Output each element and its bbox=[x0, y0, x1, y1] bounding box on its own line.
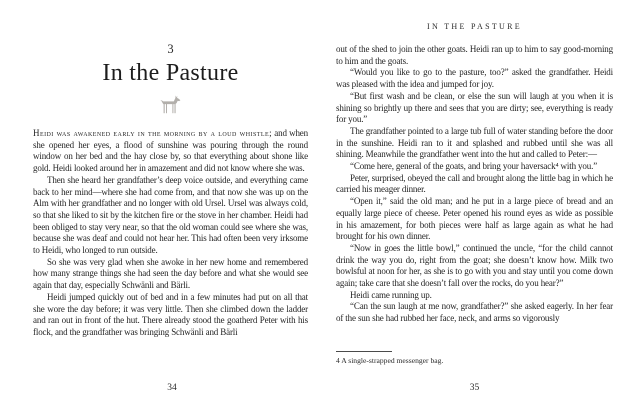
paragraph: “Can the sun laugh at me now, grandfather?” she asked eagerly. In her fear of the sun she had rubbed her face, neck, and arms so vigorously bbox=[336, 301, 613, 324]
page-number: 35 bbox=[469, 383, 480, 393]
chapter-ornament bbox=[33, 95, 308, 115]
footnote-rule bbox=[336, 351, 392, 352]
paragraph: Then she heard her grandfather’s deep voice outside, and everything came back to her mind—where she had come from, and that now she was up on the Alm with her grandfather and no longer with old Ursel. Ursel was always cold, so that she liked to sit by the kitchen fire or the stove in her chamber. Heidi had been obliged to stay very near, so that the old woman could see where she was, because she was deaf and could not hear her. This had often been very irksome to Heidi, who longed to run outside. bbox=[33, 174, 308, 256]
paragraph: “Would you like to go to the pasture, too?” asked the grandfather. Heidi was pleased with the idea and jumped for joy. bbox=[336, 67, 613, 90]
left-page-body bbox=[33, 128, 308, 339]
paragraph: The grandfather pointed to a large tub full of water standing before the door in the sunshine. Heidi ran to it and splashed and rubbed until she was all shining. Meanwhile the grandfather went into the hut and called to Peter:— bbox=[336, 125, 613, 160]
footnote-text: 4 A single-strapped messenger bag. bbox=[336, 356, 444, 365]
left-page-column bbox=[0, 42, 320, 339]
paragraph: out of the shed to join the other goats. Heidi ran up to him to say good-morning to him and the goats. bbox=[336, 44, 613, 66]
paragraph: “Come here, general of the goats, and bring your haversack⁴ with you.” bbox=[350, 161, 598, 172]
paragraph: Heidi jumped quickly out of bed and in a few minutes had put on all that she wore the day before; it was very little. Then she climbed down the ladder and ran out in front of the hut. There already stood the goatherd Peter with his flock, and the grandfather was bringing Schwänli and Bärli bbox=[33, 291, 308, 337]
right-page-column bbox=[320, 22, 640, 325]
right-page-body bbox=[336, 44, 613, 325]
footnote bbox=[336, 351, 613, 365]
small-caps-lead: Heidi was awakened early in the morning by a loud whistle; bbox=[33, 128, 273, 138]
paragraph: Heidi came running up. bbox=[350, 289, 432, 300]
paragraph: “Open it,” said the old man; and he put in a large piece of bread and an equally large piece of cheese. Peter opened his round eyes as wide as possible in his amazement, for both pieces were half as large again as what he had brought for his own dinner. bbox=[336, 196, 613, 242]
paragraph: Peter, surprised, obeyed the call and brought along the little bag in which he carried his meager dinner. bbox=[336, 172, 613, 195]
page-number: 34 bbox=[167, 383, 177, 393]
paragraph: “But first wash and be clean, or else the sun will laugh at you when it is shining so brightly up there and sees that you are dirty; see, everything is ready for you.” bbox=[336, 90, 613, 125]
chapter-title: In the Pasture bbox=[102, 60, 239, 86]
paragraph: “Now in goes the little bowl,” continued the uncle, “for the child cannot drink the way you do, right from the goat; she doesn’t know how. Milk two bowlsful at noon for her, as she is to go with you and stay until you come down again; take care that she doesn’t fall over the rocks, do you hear?” bbox=[336, 242, 613, 289]
paragraph-text: and when she opened her eyes, a flood of sunshine was pouring through the round window on her bed and the hay close by, so that everything about shone like gold. Heidi looked around her in amazement and did not know where she was. bbox=[33, 128, 308, 174]
right-page bbox=[320, 0, 640, 417]
paragraph bbox=[33, 128, 308, 175]
goat-icon bbox=[159, 95, 183, 114]
paragraph: So she was very glad when she awoke in her new home and remembered how many strange things she had seen the day before and what she would see again that day, especially Schwänli and Bärli. bbox=[33, 256, 308, 291]
running-header: IN THE PASTURE bbox=[427, 22, 522, 31]
chapter-number: 3 bbox=[167, 42, 174, 56]
